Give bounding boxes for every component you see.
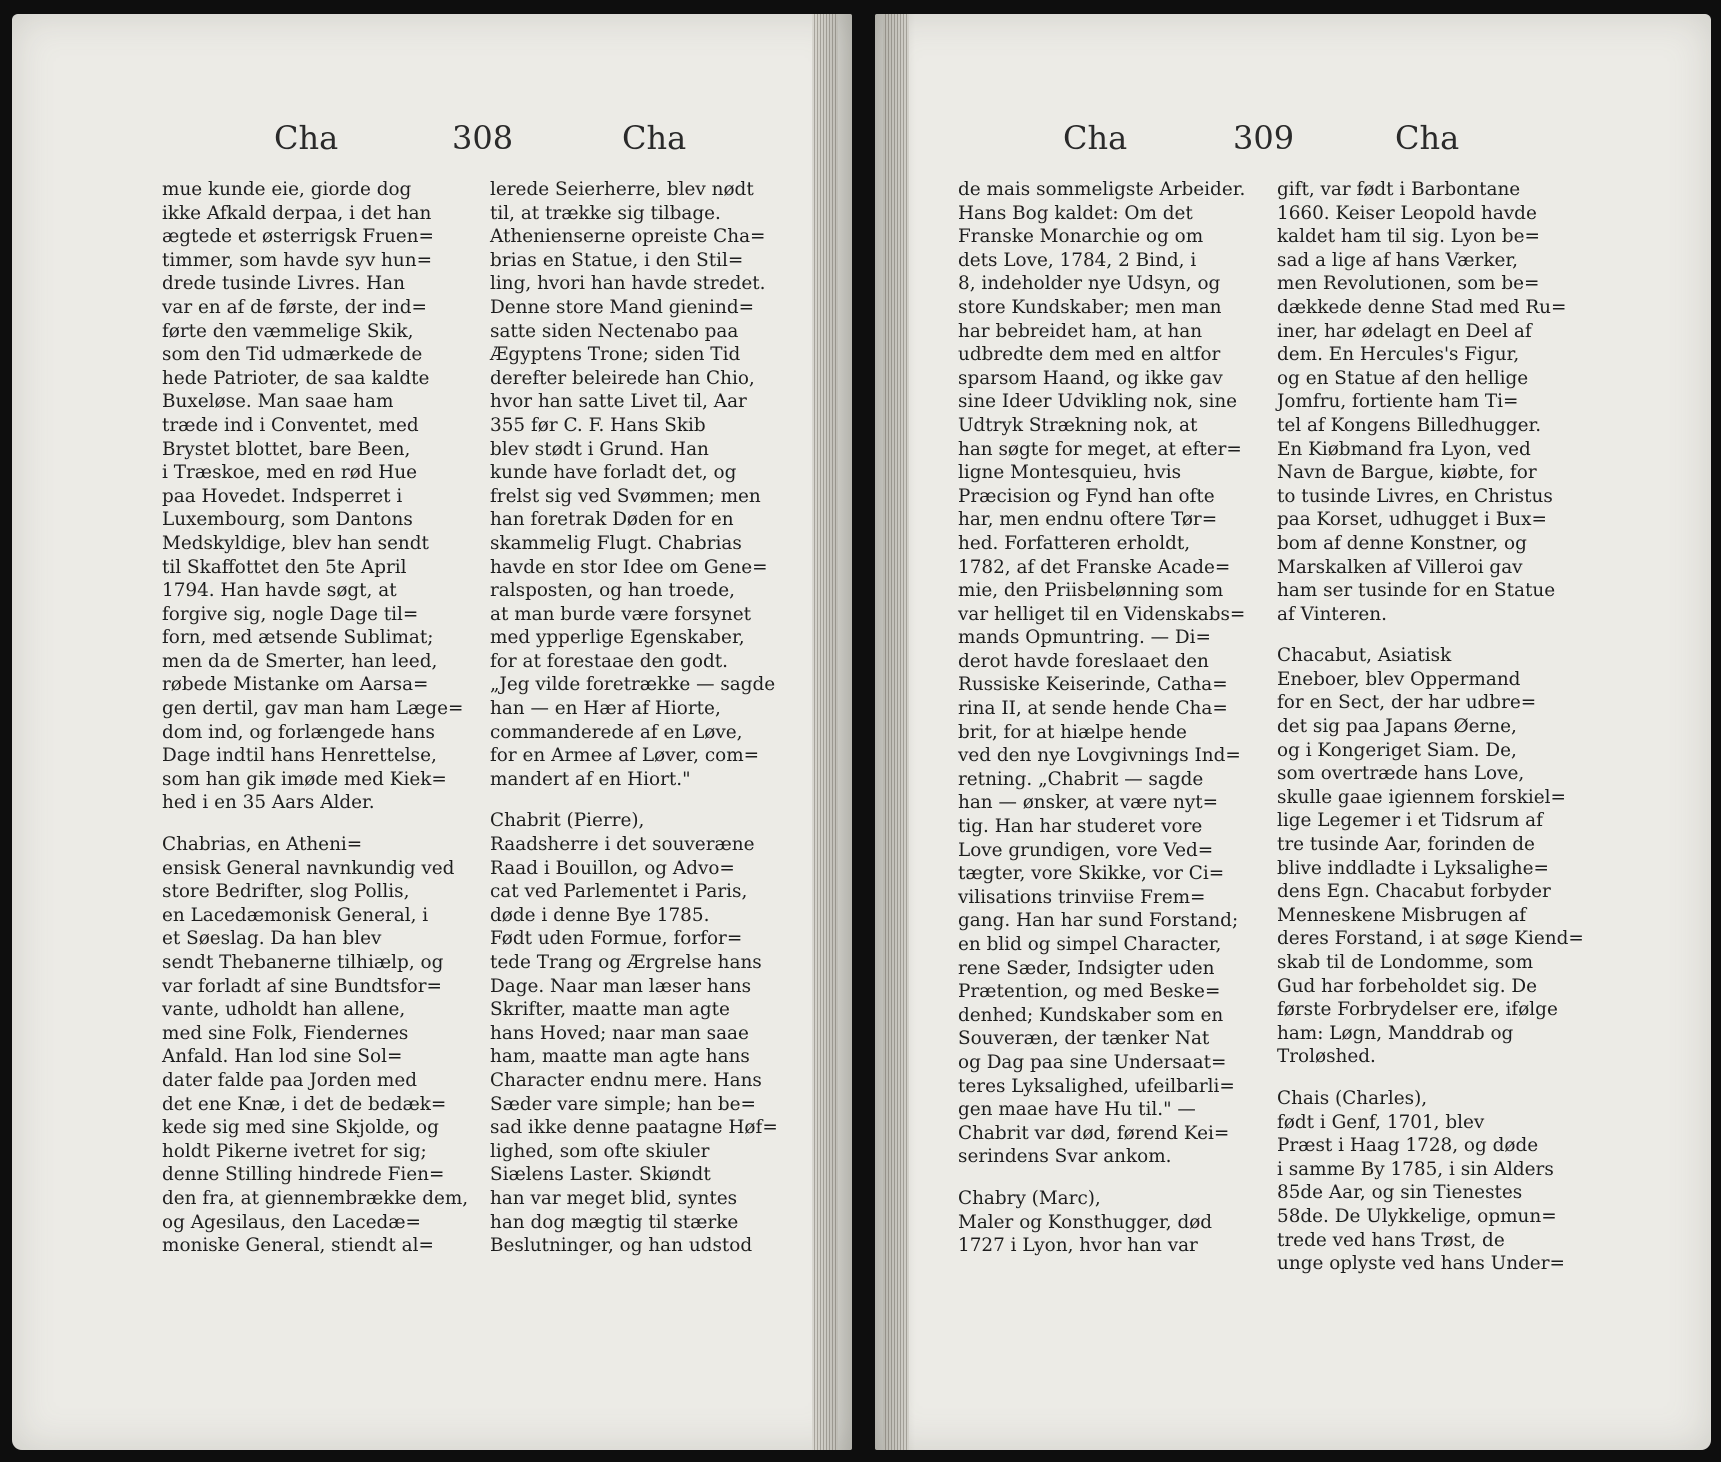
right-page <box>875 14 1711 1450</box>
text-line: dater falde paa Jorden med <box>162 1069 418 1091</box>
text-line: forgive sig, nogle Dage til= <box>162 603 419 625</box>
text-line: var forladt af sine Bundtsfor= <box>162 975 442 997</box>
text-line: derefter beleirede han Chio, <box>490 367 755 389</box>
text-line: blev stødt i Grund. Han <box>490 438 709 460</box>
running-header <box>875 119 1711 163</box>
text-line: Præcision og Fynd han ofte <box>958 485 1215 507</box>
text-line: han foretrak Døden for en <box>490 509 734 531</box>
text-line: retning. „Chabrit — sagde <box>958 768 1204 790</box>
text-line: skab til de Londomme, som <box>1277 952 1534 973</box>
text-line: Prætention, og med Beske= <box>958 981 1221 1003</box>
header-left-word: Cha <box>1063 119 1128 157</box>
text-line: ham, maatte man agte hans <box>490 1046 750 1068</box>
text-line: dets Love, 1784, 2 Bind, i <box>958 249 1197 271</box>
text-line: et Søeslag. Da han blev <box>162 928 382 950</box>
text-line: har, men endnu oftere Tør= <box>958 509 1218 531</box>
text-line: blive inddladte i Lyksalighe= <box>1277 857 1549 879</box>
text-line: Skrifter, maatte man agte <box>490 999 730 1021</box>
text-line: vante, udholdt han allene, <box>162 999 406 1021</box>
text-line: mands Opmuntring. — Di= <box>958 627 1211 649</box>
text-line: udbredte dem med en altfor <box>958 344 1221 366</box>
text-line: for en Armee af Løver, com= <box>490 745 760 767</box>
text-line: Character endnu mere. Hans <box>490 1069 762 1091</box>
text-line: sparsom Haand, og ikke gav <box>958 367 1223 389</box>
text-line: skulle gaae igiennem forskiel= <box>1277 786 1566 808</box>
text-line: det sig paa Japans Øerne, <box>1277 716 1517 738</box>
text-line: de mais sommeligste Arbeider. <box>958 179 1246 200</box>
text-line: hed i en 35 Aars Alder. <box>162 792 375 814</box>
text-line: Raadsherre i det souveræne <box>490 834 755 856</box>
text-line: Navn de Bargue, kiøbte, for <box>1277 462 1537 484</box>
text-line: en Lacedæmonisk General, i <box>162 904 429 926</box>
text-line: brit, for at hiælpe hende <box>958 721 1187 743</box>
text-line: dem. En Hercules's Figur, <box>1277 344 1520 366</box>
text-line: sine Ideer Udvikling nok, sine <box>958 391 1238 413</box>
text-line: i samme By 1785, i sin Alders <box>1277 1158 1554 1180</box>
header-right-word: Cha <box>622 119 687 157</box>
text-line: store Bedrifter, slog Pollis, <box>162 881 410 903</box>
text-line: at man burde være forsynet <box>490 603 752 625</box>
text-line: har bebreidet ham, at han <box>958 320 1203 342</box>
text-line: han — ønsker, at være nyt= <box>958 792 1219 814</box>
text-line: Eneboer, blev Oppermand <box>1277 668 1521 690</box>
text-line: Dage. Naar man læser hans <box>490 975 752 997</box>
text-line: og Agesilaus, den Lacedæ= <box>162 1211 421 1233</box>
text-line: forn, med ætsende Sublimat; <box>162 627 434 649</box>
text-line: i Træskoe, med en rød Hue <box>162 462 418 484</box>
text-line: Chabrias, en Atheni= <box>162 834 363 856</box>
text-line: ved den nye Lovgivnings Ind= <box>958 745 1241 767</box>
text-line: hvor han satte Livet til, Aar <box>490 391 747 413</box>
text-line: som overtræde hans Love, <box>1277 763 1525 785</box>
text-line: tre tusinde Aar, forinden de <box>1277 834 1535 856</box>
text-line: gift, var født i Barbontane <box>1277 179 1521 200</box>
text-line: deres Forstand, i at søge Kiend= <box>1277 928 1584 950</box>
text-line: tede Trang og Ærgrelse hans <box>490 952 762 973</box>
text-line: med sine Folk, Fiendernes <box>162 1022 409 1044</box>
text-line: teres Lyksalighed, ufeilbarli= <box>958 1075 1235 1097</box>
text-line: ling, hvori han havde stredet. <box>490 273 766 295</box>
text-line: denne Stilling hindrede Fien= <box>162 1164 445 1186</box>
text-line: førte den væmmelige Skik, <box>162 320 414 342</box>
text-line: Udtryk Strækning nok, at <box>958 414 1198 436</box>
text-line: 85de Aar, og sin Tienestes <box>1277 1182 1523 1204</box>
text-line: Beslutninger, og han udstod <box>490 1235 753 1257</box>
text-line: dom ind, og forlængede hans <box>162 721 435 743</box>
text-line: Sæder vare simple; han be= <box>490 1093 756 1115</box>
text-line: Buxeløse. Man saae ham <box>162 391 394 413</box>
text-line: kaldet ham til sig. Lyon be= <box>1277 226 1540 248</box>
text-line: 1727 i Lyon, hvor han var <box>958 1235 1198 1257</box>
text-line: Præst i Haag 1728, og døde <box>1277 1135 1539 1157</box>
text-line: mue kunde eie, giorde dog <box>162 179 412 200</box>
text-line: men da de Smerter, han leed, <box>162 650 438 672</box>
gutter-shadow <box>812 14 852 1450</box>
text-line: store Kundskaber; men man <box>958 296 1222 318</box>
text-line: Love grundigen, vore Ved= <box>958 839 1214 861</box>
text-line: Souveræn, der tænker Nat <box>958 1028 1210 1050</box>
text-line: dækkede denne Stad med Ru= <box>1277 296 1567 318</box>
text-line: 355 før C. F. Hans Skib <box>490 414 706 436</box>
text-line: var en af de første, der ind= <box>162 296 427 318</box>
text-line: En Kiøbmand fra Lyon, ved <box>1277 438 1531 460</box>
text-line: for en Sect, der har udbre= <box>1277 692 1537 714</box>
text-line: tel af Kongens Billedhugger. <box>1277 414 1542 436</box>
text-line: 8, indeholder nye Udsyn, og <box>958 273 1221 295</box>
text-line: timmer, som havde syv hun= <box>162 249 432 271</box>
text-line: Medskyldige, blev han sendt <box>162 532 429 554</box>
header-right-word: Cha <box>1395 119 1460 157</box>
text-line: ham: Løgn, Manddrab og <box>1277 1022 1514 1044</box>
text-line: sendt Thebanerne tilhiælp, og <box>162 952 444 973</box>
text-line: skammelig Flugt. Chabrias <box>490 532 742 554</box>
text-line: iner, har ødelagt en Deel af <box>1277 320 1532 342</box>
text-line: satte siden Nectenabo paa <box>490 320 739 342</box>
text-line: for at forestaae den godt. <box>490 650 728 672</box>
text-line: sad ikke denne paatagne Høf= <box>490 1117 778 1139</box>
text-line: serindens Svar ankom. <box>958 1146 1172 1168</box>
text-line: sad a lige af hans Værker, <box>1277 249 1518 271</box>
text-line: af Vinteren. <box>1277 603 1387 625</box>
text-column-right <box>1277 178 1584 1276</box>
text-line: paa Korset, udhugget i Bux= <box>1277 509 1547 531</box>
text-column-left <box>162 178 468 1258</box>
text-line: ensisk General navnkundig ved <box>162 857 455 879</box>
text-column-right <box>490 178 778 1258</box>
text-line: havde en stor Idee om Gene= <box>490 556 768 578</box>
text-line: han var meget blid, syntes <box>490 1187 738 1209</box>
text-line: kede sig med sine Skjolde, og <box>162 1117 439 1139</box>
text-line: ligne Montesquieu, hvis <box>958 462 1182 484</box>
text-line: mandert af en Hiort." <box>490 768 691 790</box>
text-line: som den Tid udmærkede de <box>162 344 423 366</box>
text-line: 58de. De Ulykkelige, opmun= <box>1277 1205 1557 1227</box>
text-line: „Jeg vilde foretrække — sagde <box>490 674 776 696</box>
text-line: Hans Bog kaldet: Om det <box>958 202 1193 224</box>
text-line: rene Sæder, Indsigter uden <box>958 957 1215 979</box>
text-line: unge oplyste ved hans Under= <box>1277 1253 1565 1275</box>
text-line: til, at trække sig tilbage. <box>490 202 721 224</box>
text-line: to tusinde Livres, en Christus <box>1277 485 1553 507</box>
text-line: som han gik imøde med Kiek= <box>162 768 447 790</box>
text-line: hed. Forfatteren erholdt, <box>958 532 1191 554</box>
text-line: Brystet blottet, bare Been, <box>162 438 411 460</box>
left-page <box>12 14 852 1450</box>
page-number: 309 <box>1233 119 1295 157</box>
text-line: træde ind i Conventet, med <box>162 414 419 436</box>
header-left-word: Cha <box>274 119 339 157</box>
text-line: han — en Hær af Hiorte, <box>490 698 721 720</box>
text-line: Raad i Bouillon, og Advo= <box>490 857 735 879</box>
text-line: Siælens Laster. Skiøndt <box>490 1164 711 1186</box>
text-line: holdt Pikerne ivetret for sig; <box>162 1140 427 1162</box>
text-line: gen dertil, gav man ham Læge= <box>162 698 464 720</box>
text-line: Chabry (Marc), <box>958 1187 1101 1209</box>
text-line: hede Patrioter, de saa kaldte <box>162 367 430 389</box>
text-line: til Skaffottet den 5te April <box>162 556 407 578</box>
text-line: Chabrit (Pierre), <box>490 810 645 832</box>
text-line: hans Hoved; naar man saae <box>490 1022 749 1044</box>
text-line: ralsposten, og han troede, <box>490 580 735 602</box>
text-line: kunde have forladt det, og <box>490 462 737 484</box>
text-line: trede ved hans Trøst, de <box>1277 1229 1505 1251</box>
text-line: det ene Knæ, i det de bedæk= <box>162 1093 447 1115</box>
text-line: og Dag paa sine Undersaat= <box>958 1051 1227 1073</box>
text-line: Marskalken af Villeroi gav <box>1277 556 1523 578</box>
text-line: den fra, at giennembrække dem, <box>162 1187 469 1209</box>
text-line: Athenienserne opreiste Cha= <box>490 226 766 248</box>
text-line: mie, den Priisbelønning som <box>958 580 1224 602</box>
text-line: røbede Mistanke om Aarsa= <box>162 674 429 696</box>
text-line: bom af denne Konstner, og <box>1277 532 1527 554</box>
text-line: Denne store Mand gienind= <box>490 296 755 318</box>
text-line: frelst sig ved Svømmen; men <box>490 485 761 507</box>
text-line: derot havde foreslaaet den <box>958 650 1209 672</box>
text-line: Dage indtil hans Henrettelse, <box>162 745 437 767</box>
text-line: og en Statue af den hellige <box>1277 367 1529 389</box>
text-line: Anfald. Han lod sine Sol= <box>162 1046 403 1068</box>
text-line: Franske Monarchie og om <box>958 226 1204 248</box>
text-line: Maler og Konsthugger, død <box>958 1211 1213 1233</box>
text-line: tig. Han har studeret vore <box>958 816 1203 838</box>
text-line: Gud har forbeholdet sig. De <box>1277 975 1538 997</box>
text-line: 1660. Keiser Leopold havde <box>1277 202 1537 224</box>
text-line: første Forbrydelser ere, ifølge <box>1277 999 1558 1021</box>
text-line: lige Legemer i et Tidsrum af <box>1277 810 1543 832</box>
text-line: ham ser tusinde for en Statue <box>1277 580 1556 602</box>
text-line: 1794. Han havde søgt, at <box>162 580 397 602</box>
text-line: Russiske Keiserinde, Catha= <box>958 674 1228 696</box>
text-line: han dog mægtig til stærke <box>490 1211 739 1233</box>
text-line: brias en Statue, i den Stil= <box>490 249 744 271</box>
text-line: men Revolutionen, som be= <box>1277 273 1540 295</box>
text-line: og i Kongeriget Siam. De, <box>1277 739 1517 761</box>
text-line: var helliget til en Videnskabs= <box>958 603 1246 625</box>
text-line: Ægyptens Trone; siden Tid <box>490 344 741 366</box>
text-line: Luxembourg, som Dantons <box>162 509 413 531</box>
gutter-shadow <box>875 14 915 1450</box>
text-line: drede tusinde Livres. Han <box>162 273 405 295</box>
text-line: gen maae have Hu til." — <box>958 1099 1196 1121</box>
text-line: døde i denne Bye 1785. <box>490 904 710 926</box>
text-line: Født uden Formue, forfor= <box>490 928 743 950</box>
text-line: cat ved Parlementet i Paris, <box>490 881 748 903</box>
page-number: 308 <box>452 119 514 157</box>
text-line: paa Hovedet. Indsperret i <box>162 485 403 507</box>
text-line: dens Egn. Chacabut forbyder <box>1277 881 1551 903</box>
text-line: Jomfru, fortiente ham Ti= <box>1277 391 1519 413</box>
text-line: gang. Han har sund Forstand; <box>958 910 1239 932</box>
text-line: denhed; Kundskaber som en <box>958 1004 1224 1026</box>
text-line: ikke Afkald derpaa, i det han <box>162 202 432 224</box>
text-line: 1782, af det Franske Acade= <box>958 556 1231 578</box>
text-line: lighed, som ofte skiuler <box>490 1140 710 1162</box>
text-line: han søgte for meget, at efter= <box>958 438 1242 460</box>
text-line: lerede Seierherre, blev nødt <box>490 179 754 200</box>
text-line: vilisations trinviise Frem= <box>958 886 1206 908</box>
text-column-left <box>958 178 1245 1258</box>
text-line: Chabrit var død, førend Kei= <box>958 1122 1230 1144</box>
text-line: Chais (Charles), <box>1277 1087 1428 1109</box>
text-line: Troløshed. <box>1277 1046 1376 1068</box>
running-header <box>12 119 852 163</box>
text-line: med ypperlige Egenskaber, <box>490 627 745 649</box>
text-line: en blid og simpel Character, <box>958 934 1222 955</box>
text-line: Chacabut, Asiatisk <box>1277 645 1452 667</box>
text-line: Menneskene Misbrugen af <box>1277 904 1527 926</box>
text-line: commanderede af en Løve, <box>490 721 743 743</box>
text-line: tægter, vore Skikke, vor Ci= <box>958 863 1225 885</box>
text-line: født i Genf, 1701, blev <box>1277 1111 1485 1133</box>
text-line: moniske General, stiendt al= <box>162 1235 434 1257</box>
text-line: ægtede et østerrigsk Fruen= <box>162 226 434 248</box>
text-line: rina II, at sende hende Cha= <box>958 698 1228 720</box>
